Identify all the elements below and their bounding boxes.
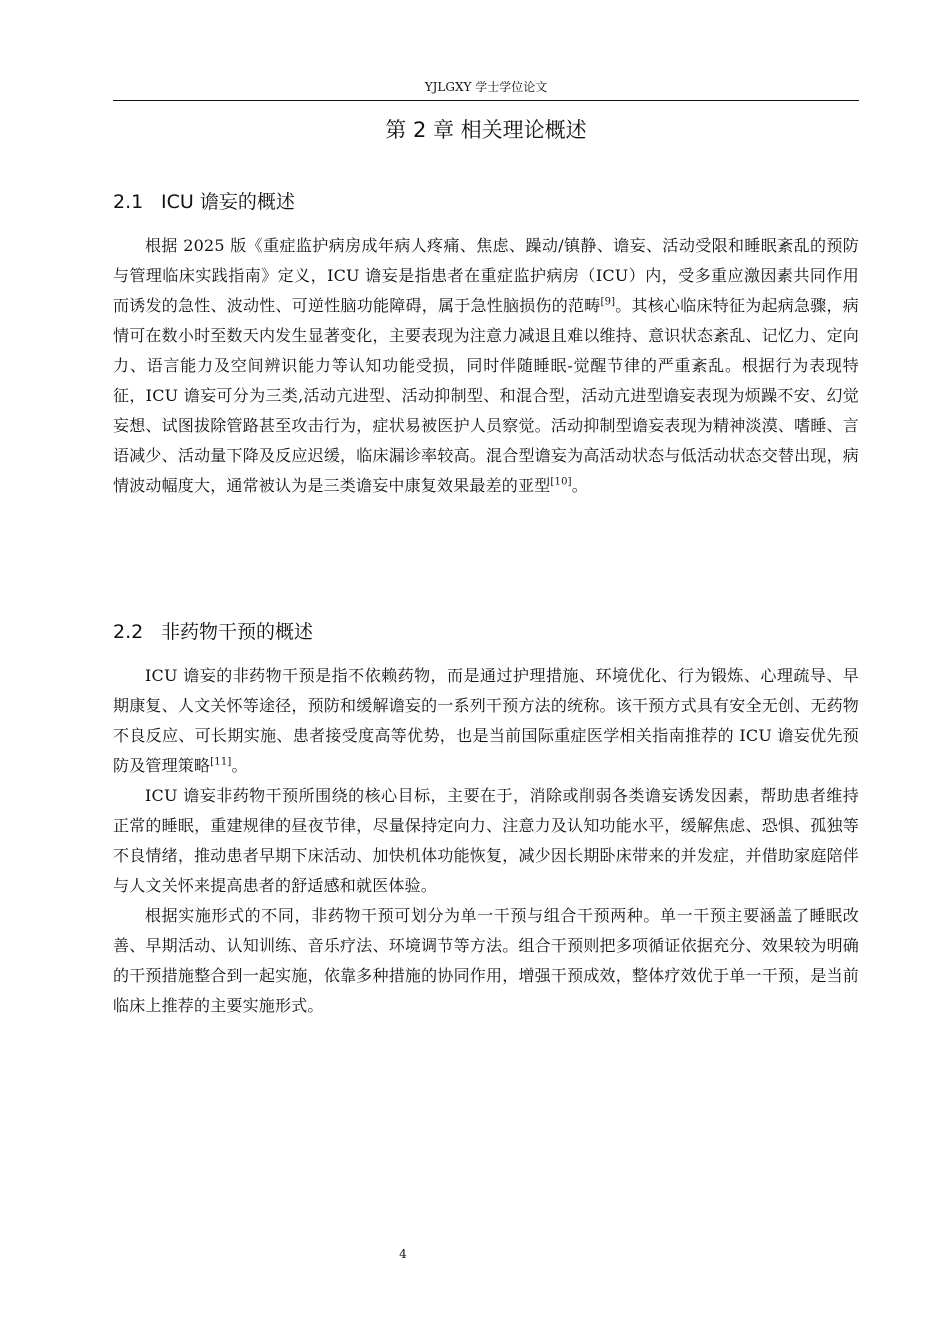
chapter-title: 第 2 章 相关理论概述: [385, 118, 587, 142]
paragraph: [113, 231, 859, 501]
section-2-1: [113, 188, 859, 501]
paragraph: [113, 781, 859, 901]
paragraph-text: 根据实施形式的不同，非药物干预可划分为单一干预与组合干预两种。单一干预主要涵盖了睡眠改善、早期活动、认知训练、音乐疗法、环境调节等方法。组合干预则把多项循证依据充分、效果较为明确的干预措施整合到一起实施，依靠多种措施的协同作用，增强干预成效，整体疗效优于单一干预，是当前临床上推荐的主要实施形式。: [113, 906, 859, 1015]
header-divider: [113, 100, 859, 101]
section-number: 2.2: [113, 621, 144, 643]
page-header: YJLGXY 学士学位论文: [424, 80, 548, 94]
section-title: ICU 谵妄的概述: [161, 191, 295, 213]
section-heading: [113, 618, 859, 646]
section-number: 2.1: [113, 191, 144, 213]
section-2-2: [113, 618, 859, 1021]
section-heading: [113, 188, 859, 216]
paragraph-text: 根据 2025 版《重症监护病房成年病人疼痛、焦虑、躁动/镇静、谵妄、活动受限和睡眠紊乱的预防与管理临床实践指南》定义，ICU 谵妄是指患者在重症监护病房（ICU）内，受多重应激因素共同作用而诱发的急性、波动性、可逆性脑功能障碍，属于急性脑损伤的范畴: [113, 236, 859, 315]
paragraph-text: 。其核心临床特征为起病急骤，病情可在数小时至数天内发生显著变化，主要表现为注意力减退且难以维持、意识状态紊乱、记忆力、定向力、语言能力及空间辨识能力等认知功能受损，同时伴随睡眠-觉醒节律的严重紊乱。根据行为表现特征，ICU 谵妄可分为三类,活动亢进型、活动抑制型、和混合型，活动亢进型谵妄表现为烦躁不安、幻觉妄想、试图拔除管路甚至攻击行为，症状易被医护人员察觉。活动抑制型谵妄表现为精神淡漠、嗜睡、言语减少、活动量下降及反应迟缓，临床漏诊率较高。混合型谵妄为高活动状态与低活动状态交替出现，病情波动幅度大，通常被认为是三类谵妄中康复效果最差的亚型: [113, 296, 859, 495]
section-title: 非药物干预的概述: [161, 621, 314, 643]
citation: [10]: [550, 476, 572, 488]
page-number: 4: [399, 1247, 407, 1261]
citation: [9]: [600, 296, 616, 308]
paragraph: [113, 661, 859, 781]
citation: [11]: [210, 756, 232, 768]
paragraph-text: ICU 谵妄非药物干预所围绕的核心目标，主要在于，消除或削弱各类谵妄诱发因素，帮助患者维持正常的睡眠，重建规律的昼夜节律，尽量保持定向力、注意力及认知功能水平，缓解焦虑、恐惧、孤独等不良情绪，推动患者早期下床活动、加快机体功能恢复，减少因长期卧床带来的并发症，并借助家庭陪伴与人文关怀来提高患者的舒适感和就医体验。: [113, 786, 859, 895]
paragraph-text: ICU 谵妄的非药物干预是指不依赖药物，而是通过护理措施、环境优化、行为锻炼、心理疏导、早期康复、人文关怀等途径，预防和缓解谵妄的一系列干预方法的统称。该干预方式具有安全无创、无药物不良反应、可长期实施、患者接受度高等优势，也是当前国际重症医学相关指南推荐的 ICU 谵妄优先预防及管理策略: [113, 666, 859, 775]
paragraph-text: 。: [571, 476, 588, 495]
paragraph: [113, 901, 859, 1021]
paragraph-text: 。: [231, 756, 248, 775]
